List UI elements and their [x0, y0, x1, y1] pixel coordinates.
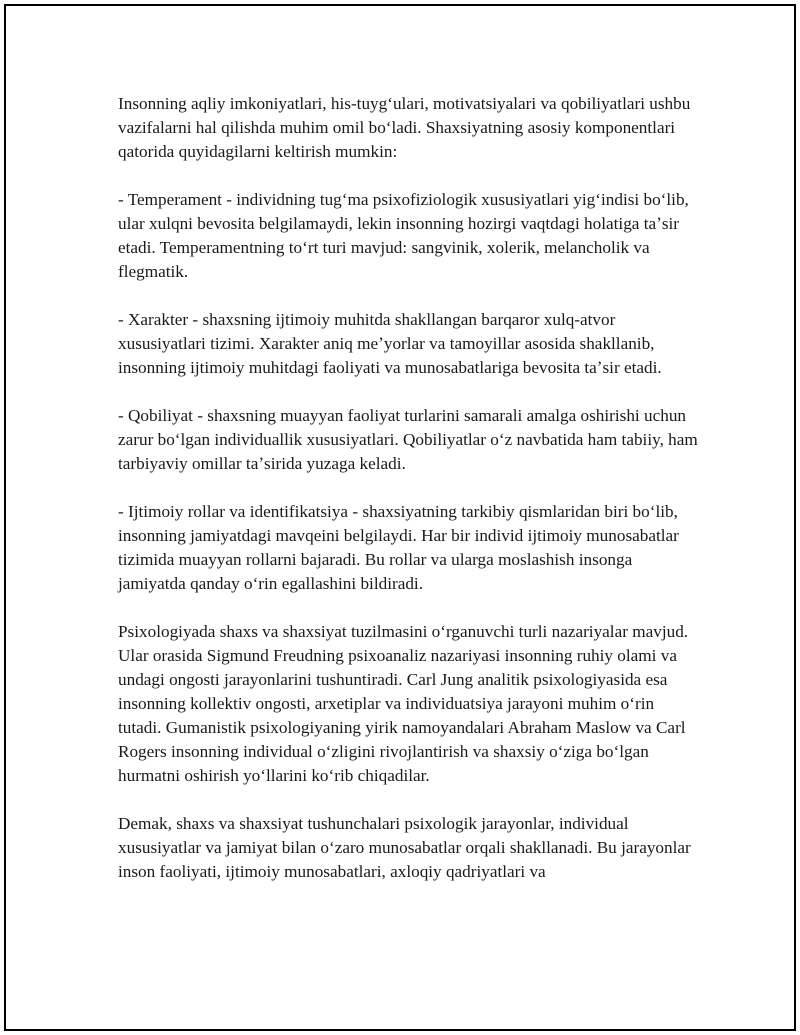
paragraph-xarakter: - Xarakter - shaxsning ijtimoiy muhitda shakllangan barqaror xulq-atvor xususiyatlari tizimi. Xarakter aniq meʼyorlar va tamoyillar asosida shakllanib, insonning ijtimoiy muhitdagi faoliyati va munosabatlariga bevosita taʼsir etadi. [118, 310, 662, 377]
paragraph-nazariyalar: Psixologiyada shaxs va shaxsiyat tuzilmasini oʻrganuvchi turli nazariyalar mavjud. Ular orasida Sigmund Freudning psixoanaliz nazariyasi insonning ruhiy olami va undagi ongosti jarayonlarini tushuntiradi. Carl Jung analitik psixologiyasida esa insonning kollektiv ongosti, arxetiplar va individuatsiya jarayoni muhim oʻrin tutadi. Gumanistik psixologiyaning yirik namoyandalari Abraham Maslow va Carl Rogers insonning individual oʻzligini rivojlantirish va shaxsiy oʻziga boʻlgan hurmatni oshirish yoʻllarini koʻrib chiqadilar. [118, 622, 689, 785]
paragraph-xulosa: Demak, shaxs va shaxsiyat tushunchalari psixologik jarayonlar, individual xususiyatlar va jamiyat bilan oʻzaro munosabatlar orqali shakllanadi. Bu jarayonlar inson faoliyati, ijtimoiy munosabatlari, axloqiy qadriyatlari va [118, 814, 691, 881]
document-body [118, 92, 698, 884]
paragraph-ijtimoiy-rollar: - Ijtimoiy rollar va identifikatsiya - shaxsiyatning tarkibiy qismlaridan biri boʻlib, insonning jamiyatdagi mavqeini belgilaydi. Har bir individ ijtimoiy munosabatlar tizimida muayyan rollarni bajaradi. Bu rollar va ularga moslashish insonga jamiyatda qanday oʻrin egallashini bildiradi. [118, 502, 679, 593]
paragraph-temperament: - Temperament - individning tugʻma psixofiziologik xususiyatlari yigʻindisi boʻlib, ular xulqni bevosita belgilamaydi, lekin insonning hozirgi vaqtdagi holatiga taʼsir etadi. Temperamentning toʻrt turi mavjud: sangvinik, xolerik, melancholik va flegmatik. [118, 190, 689, 281]
paragraph-intro: Insonning aqliy imkoniyatlari, his-tuygʻulari, motivatsiyalari va qobiliyatlari ushbu vazifalarni hal qilishda muhim omil boʻladi. Shaxsiyatning asosiy komponentlari qatorida quyidagilarni keltirish mumkin: [118, 94, 691, 161]
paragraph-qobiliyat: - Qobiliyat - shaxsning muayyan faoliyat turlarini samarali amalga oshirishi uchun zarur boʻlgan individuallik xususiyatlari. Qobiliyatlar oʻz navbatida ham tabiiy, ham tarbiyaviy omillar taʼsirida yuzaga keladi. [118, 406, 698, 473]
